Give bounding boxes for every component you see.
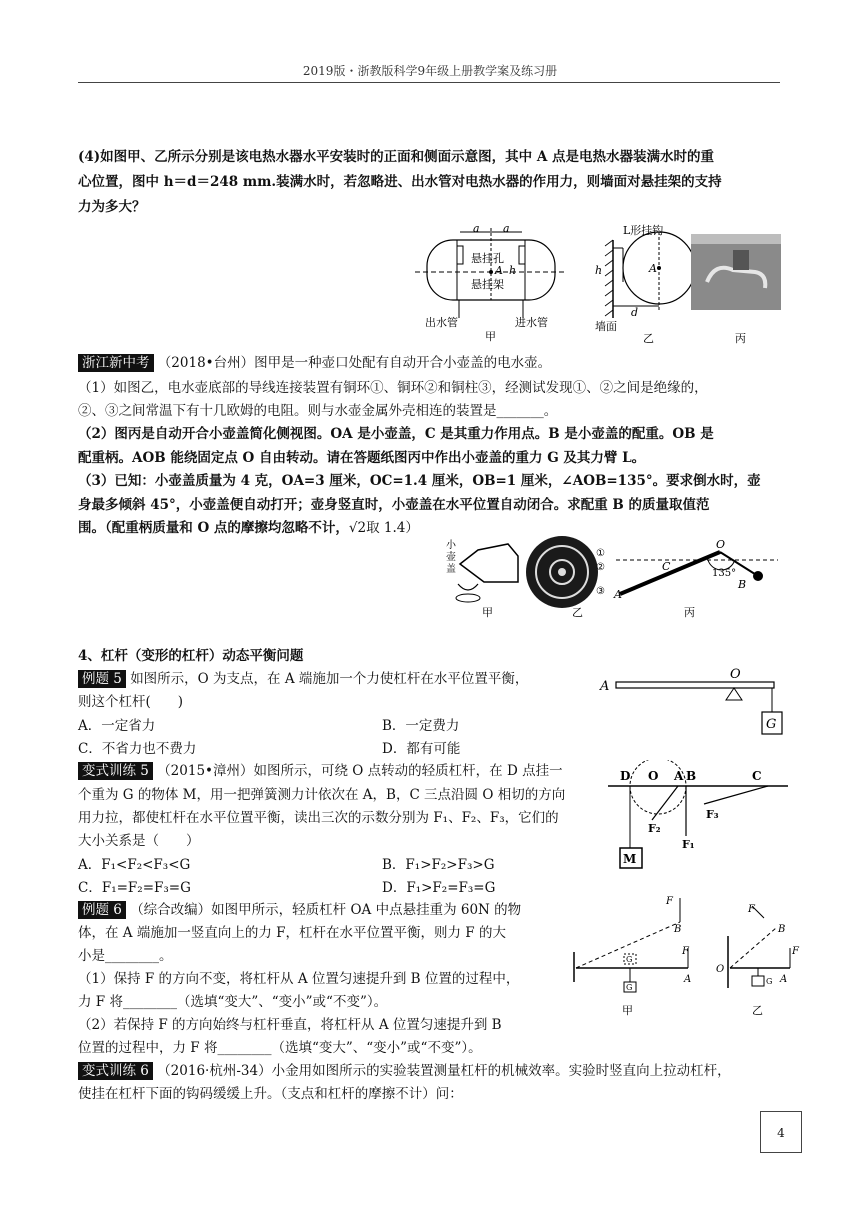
var5-label-C: C <box>752 769 762 783</box>
heater-figure <box>415 222 785 347</box>
ex5-option-b: B．一定费力 <box>382 718 460 734</box>
ex6-tag: 例题 6 <box>78 901 126 919</box>
ex6-p1a: （1）保持 F 的方向不变，将杠杆从 A 位置匀速提升到 B 位置的过程中， <box>78 971 520 987</box>
ex5-option-c: C．不省力也不费力 <box>78 741 197 757</box>
page-number: 4 <box>760 1111 802 1153</box>
var5-option-a: A．F₁<F₂<F₃<G <box>78 857 191 873</box>
var6-tag: 变式训练 6 <box>78 1062 153 1080</box>
q4-line2: 心位置，图中 h＝d＝248 mm.装满水时，若忽略进、出水管对电热水器的作用力，则墙面对悬挂架的支持 <box>78 174 722 190</box>
heater-label-jia: 甲 <box>485 330 496 343</box>
var5-label-A: A <box>674 769 684 783</box>
ex6-jia-label: 甲 <box>622 1004 633 1017</box>
heater-label-a2: a <box>503 222 510 235</box>
var5-option-c: C．F₁=F₂=F₃=G <box>78 880 191 896</box>
ex6-yi-label-O: O <box>716 964 725 975</box>
ex6-jia-label-B: B <box>674 924 682 935</box>
ex6-p2b: 位置的过程中，力 F 将________（选填“变大”、“变小”或“不变”）。 <box>78 1040 482 1056</box>
kettle-label-O: O <box>716 538 726 551</box>
zj-p2b: 配重柄。AOB 能绕固定点 O 自由转动。请在答题纸图丙中作出小壶盖的重力 G 及其力臂 L。 <box>78 450 646 466</box>
var5-line2: 个重为 G 的物体 M，用一把弹簧测力计依次在 A，B，C 三点沿圆 O 相切的方向 <box>78 787 566 803</box>
kettle-label-3: ③ <box>596 586 605 597</box>
zj-p3b: 身最多倾斜 45°，小壶盖便自动打开；壶身竖直时，小壶盖在水平位置自动闭合。求配重 B 的质量取值范 <box>78 497 710 513</box>
ex6-jia-label-G2: G <box>626 983 633 992</box>
ex6-jia-label-G1: G <box>626 955 633 964</box>
var5-figure <box>608 760 788 870</box>
ex6-yi-label: 乙 <box>752 1004 763 1017</box>
ex5-tag: 例题 5 <box>78 670 126 688</box>
ex5-label-G: G <box>766 717 777 732</box>
var5-label-M: M <box>623 852 637 866</box>
var5-line3: 用力拉，都使杠杆在水平位置平衡，读出三次的示数分别为 F₁、F₂、F₃，它们的 <box>78 810 559 826</box>
heater-label-yi: 乙 <box>643 332 654 345</box>
var5-label-B: B <box>686 769 697 783</box>
zj-p3c: 围。（配重柄质量和 O 点的摩擦均忽略不计， <box>78 520 349 536</box>
zj-p3a: （3）已知：小壶盖质量为 4 克，OA=3 厘米，OC=1.4 厘米，OB=1 厘米，∠AOB=135°。要求倒水时，壶 <box>78 473 761 489</box>
heater-label-outlet: 出水管 <box>425 316 458 329</box>
var5-label-O: O <box>648 769 659 783</box>
var5-option-d: D．F₁>F₂=F₃=G <box>382 880 496 896</box>
var5-line4: 大小关系是（ ） <box>78 833 200 849</box>
var5-tag: 变式训练 5 <box>78 762 153 780</box>
heater-label-inlet: 进水管 <box>515 316 548 329</box>
ex6-line1: （综合改编）如图甲所示，轻质杠杆 OA 中点悬挂重为 60N 的物 <box>130 902 522 918</box>
var5-row1 <box>78 760 563 783</box>
ex6-p1b: 力 F 将________（选填“变大”、“变小”或“不变”）。 <box>78 994 388 1010</box>
var5-label-F2: F₂ <box>648 822 661 835</box>
kettle-label-angle: 135° <box>712 568 737 579</box>
kettle-label-B: B <box>738 578 747 591</box>
kettle-label-A: A <box>614 588 622 601</box>
var5-line1: （2015•漳州）如图所示，可绕 O 点转动的轻质杠杆，在 D 点挂一 <box>157 763 563 779</box>
zj-p3c-row <box>78 517 419 540</box>
heater-label-bracket: 悬挂架 <box>471 278 504 291</box>
ex5-line1: 如图所示，O 为支点，在 A 端施加一个力使杠杆在水平位置平衡， <box>130 671 529 687</box>
ex6-yi-label-F2: F <box>792 946 799 957</box>
kettle-label-2: ② <box>596 562 605 573</box>
kettle-label-C: C <box>662 560 671 573</box>
var5-label-F1: F₁ <box>682 838 695 851</box>
ex5-row1 <box>78 668 528 691</box>
zj-p3c-tail: 取 1.4） <box>366 520 419 536</box>
ex6-yi-label-G: G <box>766 977 773 986</box>
kettle-icon <box>460 544 518 582</box>
zj-p2a: （2）图丙是自动开合小壶盖简化侧视图。OA 是小壶盖，C 是其重力作用点。B 是小壶盖的配重。OB 是 <box>78 426 714 442</box>
heater-label-bing: 丙 <box>735 332 746 345</box>
kettle-figure <box>438 536 778 622</box>
q4-line1: (4)如图甲、乙所示分别是该电热水器水平安装时的正面和侧面示意图，其中 A 点是电热水器装满水时的重 <box>78 149 715 165</box>
ex6-line2: 体，在 A 端施加一竖直向上的力 F，杠杆在水平位置平衡，则力 F 的大 <box>78 925 506 941</box>
ex6-yi-label-A: A <box>780 974 788 985</box>
zj-p1b: ②、③之间常温下有十几欧姆的电阻。则与水壶金属外壳相连的装置是_______。 <box>78 403 558 419</box>
kettle-label-xiao: 小 <box>446 540 456 551</box>
ex6-figure <box>568 892 800 1022</box>
ex6-jia-label-A: A <box>684 974 692 985</box>
var6-row1 <box>78 1060 731 1083</box>
ex5-line2: 则这个杠杆( ) <box>78 694 184 710</box>
zj-sqrt2: √2 <box>348 520 367 536</box>
heater-label-h2: h <box>595 264 603 277</box>
ex6-yi-label-B: B <box>778 924 786 935</box>
var6-line1: （2016·杭州-34）小金用如图所示的实验装置测量杠杆的机械效率。实验时竖直向上拉动杠杆， <box>157 1063 731 1079</box>
kettle-label-bing: 丙 <box>684 606 695 619</box>
zj-intro: （2018•台州）图甲是一种壶口处配有自动开合小壶盖的电水壶。 <box>157 355 552 371</box>
ex5-option-d: D．都有可能 <box>382 741 461 757</box>
section4-title: 4、杠杆（变形的杠杆）动态平衡问题 <box>78 648 304 664</box>
ex6-p2a: （2）若保持 F 的方向始终与杠杆垂直，将杠杆从 A 位置匀速提升到 B <box>78 1017 502 1033</box>
header-rule <box>78 82 780 83</box>
kettle-label-1: ① <box>596 548 605 559</box>
ex6-jia-label-F1: F <box>666 896 673 907</box>
var6-line2: 使挂在杠杆下面的钩码缓缓上升。（支点和杠杆的摩擦不计）问： <box>78 1086 463 1102</box>
zj-p1a: （1）如图乙，电水壶底部的导线连接装置有铜环①、铜环②和铜柱③，经测试发现①、②之间是绝缘的， <box>78 380 708 396</box>
kettle-label-hu: 壶 <box>446 552 456 563</box>
ex5-option-a: A．一定省力 <box>78 718 156 734</box>
ex6-jia-label-F2: F <box>682 946 689 957</box>
zj-intro-row <box>78 352 551 375</box>
heater-label-A: A <box>495 264 503 277</box>
q4-line3: 力为多大？ <box>78 199 146 215</box>
kettle-label-jia: 甲 <box>482 606 493 619</box>
var5-label-D: D <box>620 769 631 783</box>
ex5-label-O: O <box>730 667 741 682</box>
ex5-figure <box>596 666 786 740</box>
ex6-line3: 小是________。 <box>78 948 173 964</box>
ex6-row1 <box>78 899 521 922</box>
ex5-label-A: A <box>600 679 610 694</box>
var5-label-F3: F₃ <box>706 808 719 821</box>
heater-label-a1: a <box>473 222 480 235</box>
heater-label-A2: A <box>649 262 657 275</box>
heater-label-d: d <box>631 306 639 319</box>
kettle-label-gai: 盖 <box>446 564 456 575</box>
heater-label-hook: L形挂钩 <box>623 224 664 237</box>
heater-label-h: h <box>509 264 517 277</box>
heater-label-hole: 悬挂孔 <box>471 252 504 265</box>
heater-label-wall: 墙面 <box>595 320 617 333</box>
kettle-label-yi: 乙 <box>572 606 583 619</box>
var5-option-b: B．F₁>F₂>F₃>G <box>382 857 495 873</box>
page-header: 2019版・浙教版科学9年级上册教学案及练习册 <box>302 64 558 78</box>
ex6-yi-label-F1: F <box>748 904 755 915</box>
zj-tag: 浙江新中考 <box>78 354 154 372</box>
